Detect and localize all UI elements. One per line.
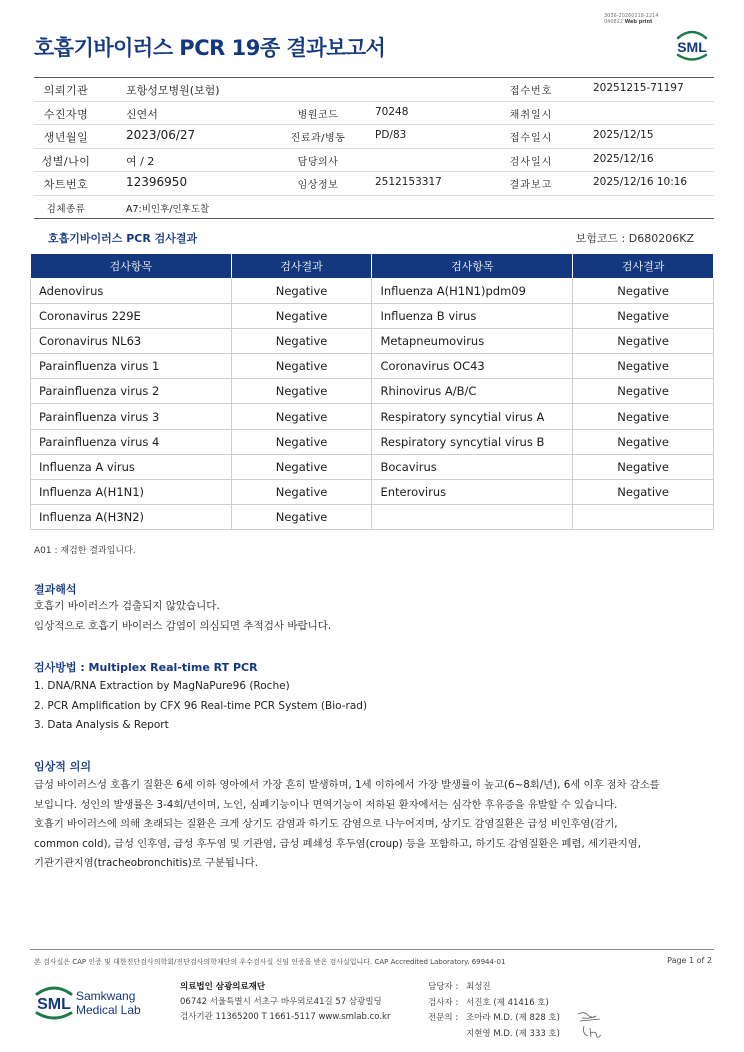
accreditation-note: 본 검사실은 CAP 인증 및 대한진단검사의학회/진단검사의학재단의 우수검사실 신임 인증을 받은 검사실입니다. CAP Accredited Laboratory. 69944-01 xyxy=(34,958,506,966)
label-sex-age: 성별/나이 xyxy=(41,154,91,168)
label-doctor: 담당의사 xyxy=(297,156,339,168)
test-result-cell: Negative xyxy=(231,454,372,479)
value-report-date: 2025/12/16 10:16 xyxy=(593,176,688,188)
test-item-cell: Enterovirus xyxy=(372,480,573,505)
value-sex-age: 여 / 2 xyxy=(126,154,155,168)
interpretation-line: 임상적으로 호흡기 바이러스 감염이 의심되면 추적검사 바랍니다. xyxy=(34,619,332,632)
results-header-row xyxy=(31,254,714,278)
info-row xyxy=(34,196,714,220)
label-specimen-type: 검체종류 xyxy=(46,203,86,215)
value-receipt-no: 20251215-71197 xyxy=(593,82,684,94)
clinical-significance-title: 임상적 의의 xyxy=(34,760,91,773)
signature-icon xyxy=(576,1010,606,1024)
clinical-line: 기관기관지염(tracheobronchitis)로 구분됩니다. xyxy=(34,857,259,869)
test-item-cell: Influenza A virus xyxy=(31,454,232,479)
clinical-line: common cold), 급성 인후염, 급성 후두염 및 기관염, 급성 폐쇄성 후두염(croup) 등을 포함하고, 하기도 감염질환은 폐렴, 세기관지염, xyxy=(34,837,642,850)
test-item-cell xyxy=(372,505,573,530)
test-item-cell: Influenza A(H1N1) xyxy=(31,480,232,505)
staff-info xyxy=(428,980,560,1042)
test-result-cell xyxy=(573,505,714,530)
test-item-cell: Coronavirus OC43 xyxy=(372,354,573,379)
info-row xyxy=(34,172,714,196)
test-item-cell: Parainfluenza virus 4 xyxy=(31,429,232,454)
test-item-cell: Metapneumovirus xyxy=(372,328,573,353)
footer-divider xyxy=(30,949,714,950)
header-test-result: 검사결과 xyxy=(573,254,714,278)
value-birth-date: 2023/06/27 xyxy=(126,128,196,142)
test-item-cell: Parainfluenza virus 2 xyxy=(31,379,232,404)
staff-row xyxy=(428,1027,560,1043)
header-test-item: 검사항목 xyxy=(372,254,573,278)
staff-label: 검사자 : xyxy=(428,997,459,1008)
organization-info xyxy=(180,980,390,1025)
test-result-cell: Negative xyxy=(573,454,714,479)
test-result-cell: Negative xyxy=(231,303,372,328)
table-row xyxy=(31,379,714,404)
test-item-cell: Coronavirus NL63 xyxy=(31,328,232,353)
interpretation-title: 결과해석 xyxy=(34,583,77,596)
method-text xyxy=(34,677,718,736)
value-department: PD/83 xyxy=(375,129,407,141)
clinical-significance-text xyxy=(34,776,718,874)
label-hospital-code: 병원코드 xyxy=(297,109,339,121)
test-result-cell: Negative xyxy=(231,480,372,505)
header-test-result: 검사결과 xyxy=(231,254,372,278)
staff-row xyxy=(428,1011,560,1027)
table-row xyxy=(31,328,714,353)
info-row xyxy=(34,78,714,102)
value-receipt-date: 2025/12/15 xyxy=(593,129,654,141)
results-section-title: 호흡기바이러스 PCR 검사결과 xyxy=(48,232,198,245)
label-receipt-date: 접수일시 xyxy=(509,133,553,144)
label-test-date: 검사일시 xyxy=(509,156,553,168)
test-item-cell: Influenza B virus xyxy=(372,303,573,328)
staff-name: 조아라 M.D. (제 828 호) xyxy=(466,1013,561,1023)
test-result-cell: Negative xyxy=(231,328,372,353)
value-test-date: 2025/12/16 xyxy=(593,152,654,165)
test-result-cell: Negative xyxy=(231,278,372,303)
test-result-cell: Negative xyxy=(231,379,372,404)
logo-medical-lab-text: Medical Lab xyxy=(76,1003,141,1017)
label-patient-name: 수진자명 xyxy=(43,107,89,121)
samkwang-logo-icon xyxy=(34,982,152,1022)
test-item-cell: Bocavirus xyxy=(372,454,573,479)
retest-note: A01 : 재검한 결과입니다. xyxy=(34,546,136,556)
method-line: 3. Data Analysis & Report xyxy=(34,719,169,731)
method-title: 검사방법 : Multiplex Real-time RT PCR xyxy=(34,661,258,674)
clinical-line: 급성 바이러스성 호흡기 질환은 6세 이하 영아에서 가장 흔히 발생하며, 1세 이하에서 가장 발생률이 높고(6~8회/년), 6세 이후 점차 감소를 xyxy=(34,779,660,791)
logo-samkwang-text: Samkwang xyxy=(76,989,136,1003)
table-row xyxy=(31,278,714,303)
info-row xyxy=(34,125,714,149)
interpretation-line: 호흡기 바이러스가 검출되지 않았습니다. xyxy=(34,600,220,612)
sml-footer-logo-text: SML xyxy=(37,996,71,1013)
signature-icon xyxy=(580,1024,604,1040)
label-birth-date: 생년월일 xyxy=(43,131,89,144)
test-result-cell: Negative xyxy=(573,429,714,454)
interpretation-text xyxy=(34,597,718,636)
table-row xyxy=(31,404,714,429)
staff-label: 담당자 : xyxy=(428,982,459,992)
test-item-cell: Parainfluenza virus 1 xyxy=(31,354,232,379)
label-chart-no: 차트번호 xyxy=(43,178,89,191)
label-receipt-no: 접수번호 xyxy=(509,86,553,97)
test-item-cell: Influenza A(H3N2) xyxy=(31,505,232,530)
test-result-cell: Negative xyxy=(573,354,714,379)
test-item-cell: Rhinovirus A/B/C xyxy=(372,379,573,404)
test-result-cell: Negative xyxy=(231,505,372,530)
label-collection-date: 채취일시 xyxy=(509,109,553,121)
staff-name: 서진호 (제 41416 호) xyxy=(466,997,549,1008)
label-clinical-info: 임상정보 xyxy=(297,180,339,191)
test-result-cell: Negative xyxy=(231,354,372,379)
org-name: 의료법인 삼광의료재단 xyxy=(180,982,266,992)
method-line: 1. DNA/RNA Extraction by MagNaPure96 (Roche) xyxy=(34,680,290,692)
test-result-cell: Negative xyxy=(573,404,714,429)
test-item-cell: Respiratory syncytial virus A xyxy=(372,404,573,429)
insurance-code: 보험코드 : D680206KZ xyxy=(575,232,694,245)
test-item-cell: Coronavirus 229E xyxy=(31,303,232,328)
test-result-cell: Negative xyxy=(573,328,714,353)
web-print-label: Web print xyxy=(624,19,653,25)
info-row xyxy=(34,149,714,173)
staff-row xyxy=(428,996,560,1012)
value-chart-no: 12396950 xyxy=(126,175,188,189)
test-result-cell: Negative xyxy=(573,480,714,505)
clinical-line: 보입니다. 성인의 발생률은 3-4회/년이며, 노인, 심폐기능이나 면역기능이 저하된 환자에서는 심각한 후유증을 유발할 수 있습니다. xyxy=(34,798,618,811)
patient-info-table xyxy=(34,77,714,219)
label-requesting-org: 의뢰기관 xyxy=(43,84,89,97)
staff-label: 전문의 : xyxy=(428,1013,459,1023)
test-result-cell: Negative xyxy=(573,278,714,303)
test-result-cell: Negative xyxy=(231,404,372,429)
label-report-date: 결과보고 xyxy=(509,180,553,191)
staff-row xyxy=(428,980,560,996)
print-code-line1: 3036-20260218-1214 xyxy=(604,13,659,19)
table-row xyxy=(31,354,714,379)
table-row xyxy=(31,429,714,454)
value-specimen-type: A7:비인후/인후도찰 xyxy=(126,203,210,215)
org-contact: 검사기관 11365200 T 1661-5117 www.smlab.co.kr xyxy=(180,1012,391,1022)
report-title: 호흡기바이러스 PCR 19종 결과보고서 xyxy=(34,36,386,60)
value-hospital-code: 70248 xyxy=(375,105,409,118)
test-item-cell: Respiratory syncytial virus B xyxy=(372,429,573,454)
table-row xyxy=(31,505,714,530)
test-result-cell: Negative xyxy=(573,303,714,328)
test-item-cell: Adenovirus xyxy=(31,278,232,303)
test-result-cell: Negative xyxy=(573,379,714,404)
print-code xyxy=(604,13,659,25)
header-test-item: 검사항목 xyxy=(31,254,232,278)
staff-name: 지현영 M.D. (제 333 호) xyxy=(466,1028,561,1039)
sml-logo-icon xyxy=(672,26,712,62)
test-result-cell: Negative xyxy=(231,429,372,454)
table-row xyxy=(31,480,714,505)
table-row xyxy=(31,454,714,479)
label-department: 진료과/병동 xyxy=(290,133,346,144)
results-table xyxy=(30,254,714,530)
value-requesting-org: 포항성모병원(보험) xyxy=(126,84,220,97)
table-row xyxy=(31,303,714,328)
method-line: 2. PCR Amplification by CFX 96 Real-time PCR System (Bio-rad) xyxy=(34,699,368,712)
test-item-cell: Parainfluenza virus 3 xyxy=(31,404,232,429)
org-address: 06742 서울특별시 서초구 바우뫼로41길 57 삼광빌딩 xyxy=(180,997,382,1007)
info-row xyxy=(34,102,714,126)
sml-logo-text: SML xyxy=(677,39,707,55)
staff-name: 최성진 xyxy=(466,982,491,992)
value-clinical-info: 2512153317 xyxy=(375,176,442,188)
clinical-line: 호흡기 바이러스에 의해 초래되는 질환은 크게 상기도 감염과 하기도 감염으로 나누어지며, 상기도 감염질환은 급성 비인후염(감기, xyxy=(34,818,618,830)
test-item-cell: Influenza A(H1N1)pdm09 xyxy=(372,278,573,303)
page-number: Page 1 of 2 xyxy=(667,956,712,965)
value-patient-name: 신연서 xyxy=(126,107,158,121)
print-code-line2: 040822 xyxy=(604,19,624,25)
